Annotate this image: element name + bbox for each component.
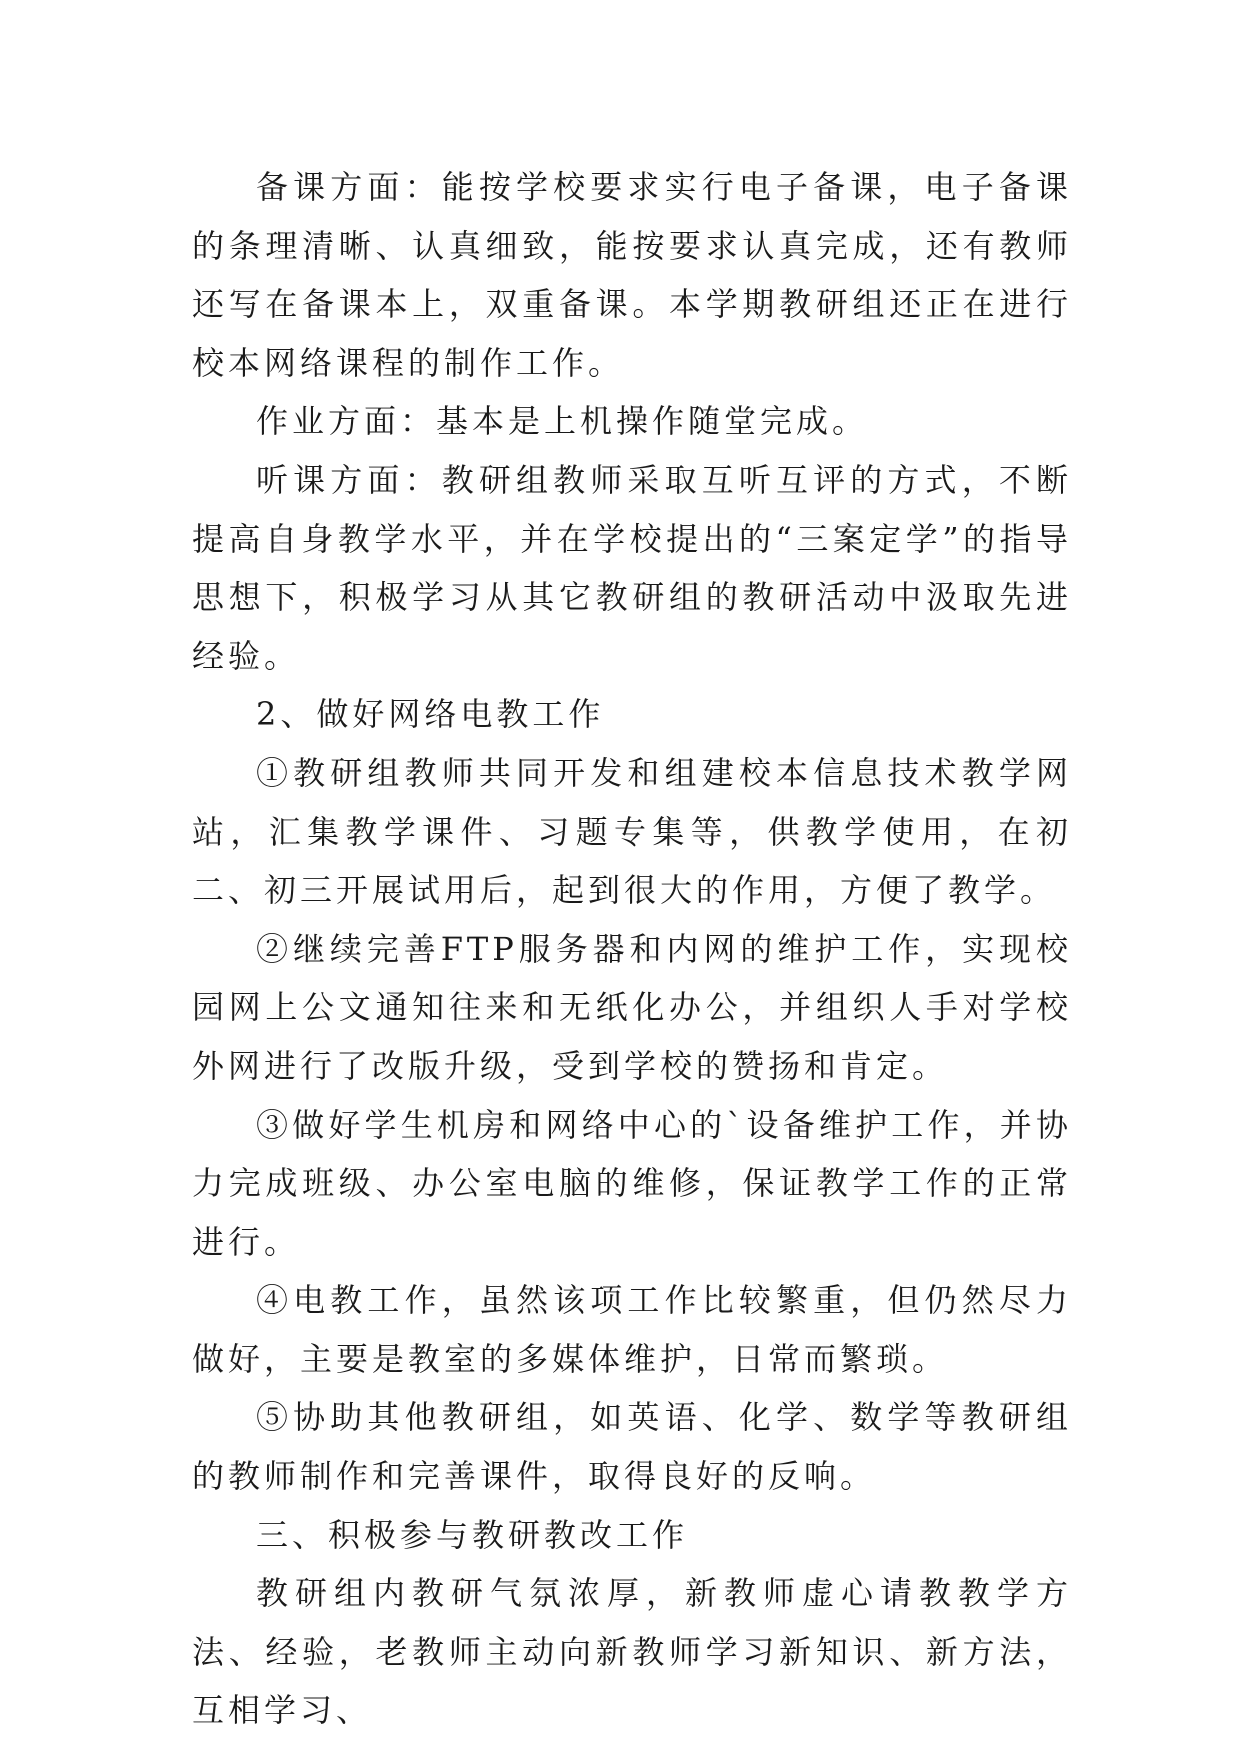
list-item-3: ③做好学生机房和网络中心的`设备维护工作，并协力完成班级、办公室电脑的维修，保证教学工作的正常进行。 <box>192 1105 1072 1261</box>
section-heading-teaching-research: 三、积极参与教研教改工作 <box>256 1515 689 1554</box>
list-item-5: ⑤协助其他教研组，如英语、化学、数学等教研组的教师制作和完善课件，取得良好的反响。 <box>192 1398 1072 1496</box>
paragraph-homework: 作业方面：基本是上机操作随堂完成。 <box>256 402 869 441</box>
paragraph-research-atmosphere: 教研组内教研气氛浓厚，新教师虚心请教教学方法、经验，老教师主动向新教师学习新知识、新方法，互相学习、 <box>192 1574 1072 1730</box>
list-item-1: ①教研组教师共同开发和组建校本信息技术教学网站，汇集教学课件、习题专集等，供教学使用，在初二、初三开展试用后，起到很大的作用，方便了教学。 <box>192 753 1072 910</box>
paragraph-lesson-preparation: 备课方面：能按学校要求实行电子备课，电子备课的条理清晰、认真细致，能按要求认真完成，还有教师还写在备课本上，双重备课。本学期教研组还正在进行校本网络课程的制作工作。 <box>192 168 1072 382</box>
body-text <box>192 158 1072 1740</box>
list-item-4: ④电教工作，虽然该项工作比较繁重，但仍然尽力做好，主要是教室的多媒体维护，日常而繁琐。 <box>192 1281 1072 1378</box>
list-item-2: ②继续完善FTP服务器和内网的维护工作，实现校园网上公文通知往来和无纸化办公，并组织人手对学校外网进行了改版升级，受到学校的赞扬和肯定。 <box>192 929 1072 1085</box>
paragraph-lesson-observation: 听课方面：教研组教师采取互听互评的方式，不断提高自身教学水平，并在学校提出的“三案定学”的指导思想下，积极学习从其它教研组的教研活动中汲取先进经验。 <box>192 460 1072 675</box>
section-heading-network-av: 2、做好网络电教工作 <box>256 695 605 734</box>
